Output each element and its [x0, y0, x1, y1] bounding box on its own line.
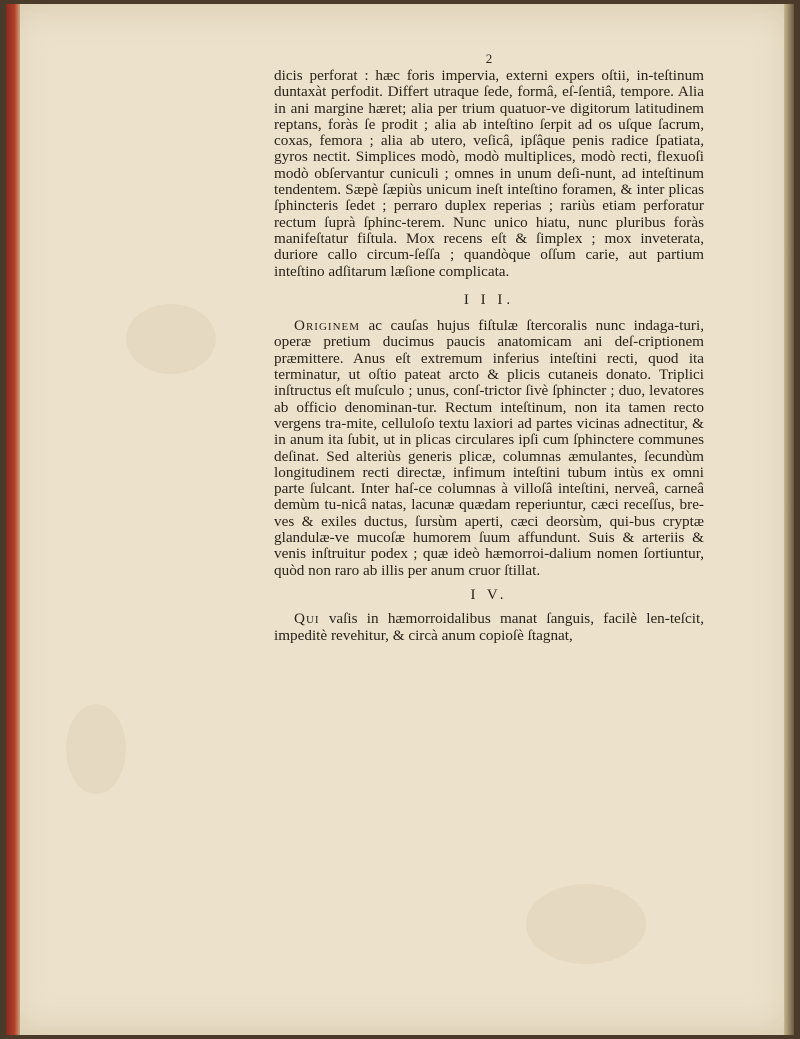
section-heading-4: I V. — [470, 586, 508, 603]
page-text — [274, 52, 704, 644]
paragraph-lead-word: Qui — [294, 610, 320, 628]
binding-edge-right — [784, 4, 794, 1035]
paragraph-body: vaſis in hæmorroidalibus manat ſanguis, facilè len-teſcit, impeditè revehitur, & circà anum copioſè ſtagnat, — [274, 610, 704, 644]
paragraph-section-4 — [274, 611, 704, 644]
paragraph-continuation: dicis perforat : hæc foris impervia, externi expers oſtii, in-teſtinum duntaxàt perfodit. Differt utraque ſede, formâ, eſ-ſentiâ, tempore. Alia in ani margine hæret; alia per trium quatuor-ve digitorum latitudinem reptans, foràs ſe prodit ; alia ab inteſtino ſerpit ad os uſque ſacrum, coxas, femora ; alia ab utero, veſicâ, ipſâque penis radice ſpatiata, gyros nectit. Simplices modò, modò multiplices, modò recti, flexuoſi modò obſervantur cuniculi ; omnes in unum deſi-nunt, ad inteſtinum tendentem. Sæpè ſæpiùs unicum ineſt inteſtino foramen, & inter plicas ſphincteris ſedet ; perraro duplex reperias ; rariùs etiam perforatur rectum ſuprà ſphinc-terem. Nunc unico hiatu, nunc pluribus foràs manifeſtatur fiſtula. Mox recens eſt & ſimplex ; mox inveterata, duriore callo circum-ſeſſa ; quandòque oſſum carie, aut partium inteſtino adſitarum læſione complicata. — [274, 67, 704, 280]
book-page — [6, 4, 794, 1035]
binding-edge-left — [6, 4, 20, 1035]
paragraph-body: ac cauſas hujus fiſtulæ ſtercoralis nunc indaga-turi, operæ pretium ducimus paucis anatomicam ani deſ-criptionem præmittere. Anus eſt extremum inferius inteſtini recti, quod ita terminatur, ut oſtio pateat arcto & plicis cutaneis donato. Triplici inſtructus eſt muſculo ; unus, conſ-trictor ſivè ſphincter ; duo, levatores ab officio denominan-tur. Rectum inteſtinum, non ita tamen recto vergens tra-mite, celluloſo textu laxiori ad partes vicinas adnectitur, & in anum ita ſubit, ut in plicas circulares ipſi cum ſphinctere communes deſinat. Sed alteriùs generis plicæ, columnas æmulantes, ſecundùm longitudinem recti directæ, infimum inteſtini tubum intùs ex omni parte ſulcant. Inter haſ-ce columnas à villoſâ inteſtini, nerveâ, carneâ demùm tu-nicâ natas, lacunæ quædam reperiuntur, cæci receſſus, bre-ves & exiles ductus, ſursùm aperti, cæci deorsùm, qui-bus cryptæ glandulæ-ve mucoſæ humorem ſuum affundunt. Suis & arteriis & venis inſtruitur podex ; quæ ideò hæmorroi-dalium nomen ſortiuntur, quòd non raro ab illis per anum cruor ſtillat. — [274, 317, 705, 579]
section-heading-3: I I I. — [463, 291, 515, 308]
paragraph-section-3 — [274, 318, 704, 579]
paragraph-lead-word: Originem — [294, 317, 361, 335]
page-number: 2 — [485, 51, 493, 66]
